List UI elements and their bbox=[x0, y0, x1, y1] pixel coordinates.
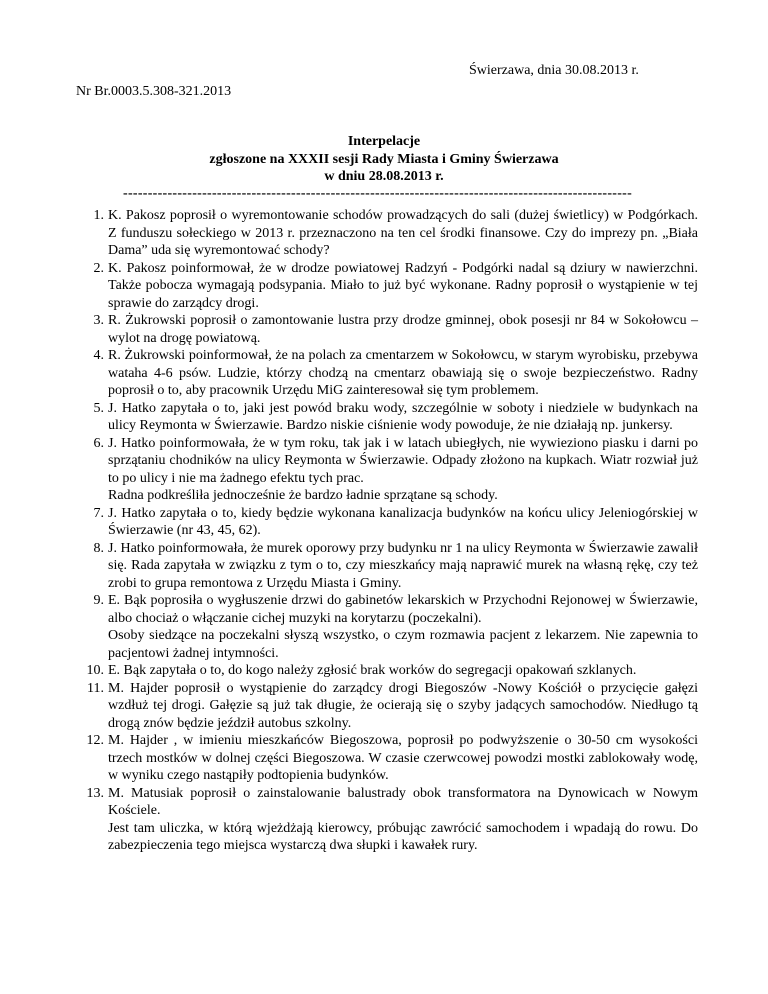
item-number: 5. bbox=[93, 400, 104, 416]
list-item bbox=[80, 732, 698, 785]
heading-date: w dniu 28.08.2013 r. bbox=[324, 169, 444, 184]
list-item bbox=[80, 680, 698, 733]
item-number: 12. bbox=[86, 733, 104, 748]
item-text: J. Hatko poinformowała, że w tym roku, tak jak i w latach ubiegłych, nie wywieziono piasku i darni po sprzątaniu chodników na ulicy Reymonta w Świerzawie. Odpady złożono na kupkach. Wiatr rozwiał już to po ulicy i nie ma żadnego efektu tych prac. bbox=[108, 435, 698, 486]
item-text: J. Hatko zapytała o to, jaki jest powód braku wody, szczególnie w soboty i niedziele w budynkach na ulicy Reymonta w Świerzawie. Bardzo niskie ciśnienie wody powoduje, że nie działają np. junkersy. bbox=[108, 400, 698, 433]
reference-number: Nr Br.0003.5.308-321.2013 bbox=[76, 84, 232, 99]
item-number: 11. bbox=[87, 680, 104, 696]
item-text: K. Pakosz poprosił o wyremontowanie schodów prowadzących do sali (dużej świetlicy) w Podgórkach. Z funduszu sołeckiego w 2013 r. przeznaczono na ten cel środki finansowe. Czy do imprezy pn. „Biała Dama” uda się wyremontować schody? bbox=[108, 208, 698, 258]
item-extra-text: Osoby siedzące na poczekalni słyszą wszystko, o czym rozmawia pacjent z lekarzem. Nie zapewnia to pacjentowi żadnej intymności. bbox=[108, 628, 698, 661]
interpellation-list bbox=[80, 207, 698, 855]
list-item bbox=[80, 435, 698, 505]
item-number: 9. bbox=[93, 593, 104, 608]
item-text: R. Żukrowski poinformował, że na polach za cmentarzem w Sokołowcu, w starym wyrobisku, przebywa wataha 4-6 psów. Ludzie, którzy chodzą na cmentarz obawiają się o swoje bezpieczeństwo. Radny poprosił o to, aby pracownik Urzędu MiG zainteresował się tym problemem. bbox=[108, 348, 698, 398]
item-extra-text: Jest tam uliczka, w którą wjeżdżają kierowcy, próbując zawrócić samochodem i wpadają do rowu. Do zabezpieczenia tego miejsca wystarczą dwa słupki i kawałek rury. bbox=[108, 820, 698, 853]
heading-title: Interpelacje bbox=[347, 134, 421, 149]
list-item bbox=[80, 592, 698, 662]
item-text: J. Hatko zapytała o to, kiedy będzie wykonana kanalizacja budynków na końcu ulicy Jeleniogórskiej w Świerzawie (nr 43, 45, 62). bbox=[108, 505, 698, 538]
item-number: 8. bbox=[93, 540, 104, 556]
item-number: 13. bbox=[86, 785, 104, 801]
list-item bbox=[80, 785, 698, 855]
item-number: 10. bbox=[86, 663, 104, 678]
item-number: 1. bbox=[93, 208, 104, 223]
document-heading bbox=[0, 133, 768, 186]
item-text: M. Hajder , w imieniu mieszkańców Biegoszowa, poprosił po podwyższenie o 30-50 cm wysokości trzech mostków w dolnej części Biegoszowa. W czasie czerwcowej powodzi mostki zablokowały wodę, w wyniku czego nastąpiły podtopienia budynków. bbox=[108, 733, 698, 783]
list-item bbox=[80, 400, 698, 435]
item-text: R. Żukrowski poprosił o zamontowanie lustra przy drodze gminnej, obok posesji nr 84 w Sokołowcu – wylot na drogę powiatową. bbox=[108, 313, 698, 346]
item-number: 2. bbox=[93, 260, 104, 276]
item-extra-text: Radna podkreśliła jednocześnie że bardzo ładnie sprzątane są schody. bbox=[108, 488, 498, 503]
separator-line: ------------------------------------------------------------------------------------------------------- bbox=[123, 186, 633, 201]
item-number: 7. bbox=[93, 505, 104, 521]
item-number: 6. bbox=[93, 435, 104, 451]
list-item bbox=[80, 505, 698, 540]
list-item bbox=[80, 260, 698, 313]
list-item bbox=[80, 540, 698, 593]
item-text: J. Hatko poinformowała, że murek oporowy przy budynku nr 1 na ulicy Reymonta w Świerzawie zawalił się. Rada zapytała w związku z tym o to, czy mieszkańcy mają naprawić murek na własną rękę, czy też zrobi to grupa remontowa z Urzędu Miasta i Gminy. bbox=[108, 540, 698, 591]
item-text: M. Hajder poprosił o wystąpienie do zarządcy drogi Biegoszów -Nowy Kościół o przycięcie gałęzi wzdłuż tej drogi. Gałęzie są już tak długie, że ocierają się o szyby jadących samochodów. Niedługo tą drogą znów będzie jeździł autobus szkolny. bbox=[108, 680, 698, 731]
list-item bbox=[80, 347, 698, 400]
heading-subtitle: zgłoszone na XXXII sesji Rady Miasta i Gminy Świerzawa bbox=[209, 151, 559, 167]
item-text: K. Pakosz poinformował, że w drodze powiatowej Radzyń - Podgórki nadal są dziury w nawierzchni. Także pobocza wymagają podsypania. Miało to już być wykonane. Radny poprosił o wystąpienie w tej sprawie do zarządcy drogi. bbox=[108, 260, 698, 311]
list-item bbox=[80, 312, 698, 347]
item-number: 3. bbox=[93, 313, 104, 328]
list-item bbox=[80, 662, 698, 680]
place-and-date: Świerzawa, dnia 30.08.2013 r. bbox=[469, 63, 639, 78]
list-item bbox=[80, 207, 698, 260]
item-text: M. Matusiak poprosił o zainstalowanie balustrady obok transformatora na Dynowicach w Nowym Kościele. bbox=[108, 785, 698, 818]
item-number: 4. bbox=[93, 348, 104, 363]
item-text: E. Bąk poprosiła o wygłuszenie drzwi do gabinetów lekarskich w Przychodni Rejonowej w Świerzawie, albo chociaż o włączanie cichej muzyki na korytarzu (poczekalni). bbox=[108, 593, 698, 626]
item-text: E. Bąk zapytała o to, do kogo należy zgłosić brak worków do segregacji opakowań szklanych. bbox=[108, 663, 637, 678]
